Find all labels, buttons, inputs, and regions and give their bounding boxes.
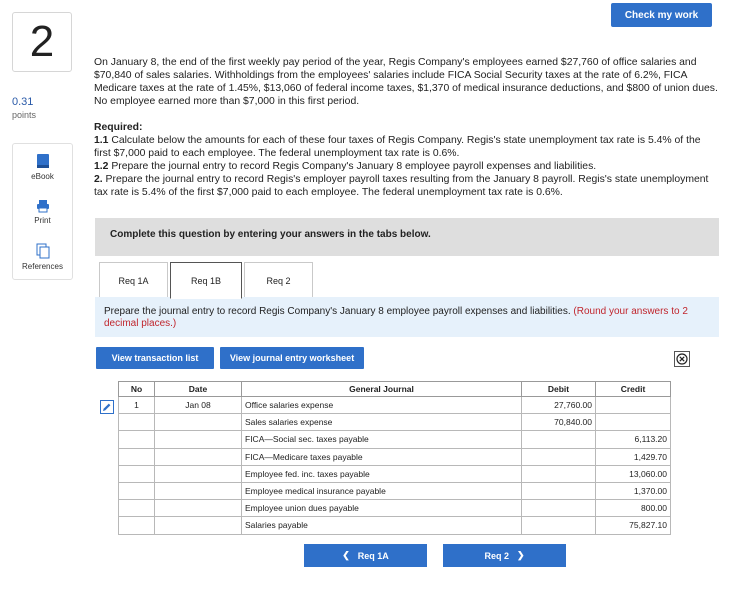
required-section — [94, 121, 719, 199]
row-account: FICA—Medicare taxes payable — [242, 448, 522, 465]
row-debit — [522, 431, 596, 448]
row-debit: 27,760.00 — [522, 397, 596, 414]
row-account: Salaries payable — [242, 517, 522, 534]
rounding-note: (Round your answers to 2 decimal places.) — [104, 306, 688, 329]
points-value: 0.31 — [12, 96, 34, 108]
row-account: Employee fed. inc. taxes payable — [242, 465, 522, 482]
table-row[interactable] — [119, 448, 671, 465]
row-credit: 800.00 — [596, 500, 671, 517]
prev-req-button[interactable] — [304, 544, 427, 567]
prompt-text: Prepare the journal entry to record Regis Company's January 8 employee payroll expenses and liabilities. — [104, 306, 574, 317]
references-icon — [36, 243, 50, 259]
row-account: Employee union dues payable — [242, 500, 522, 517]
tab-req-1b[interactable]: Req 1B — [170, 262, 242, 299]
points-label: points — [12, 110, 37, 120]
question-number: 2 — [12, 12, 72, 72]
row-date — [155, 431, 242, 448]
book-icon — [36, 153, 50, 169]
row-no — [119, 517, 155, 534]
table-row[interactable] — [119, 500, 671, 517]
table-row[interactable] — [119, 482, 671, 499]
row-no — [119, 500, 155, 517]
instruction-box: Complete this question by entering your answers in the tabs below. — [95, 218, 719, 256]
references-label: References — [22, 261, 63, 271]
row-no — [119, 431, 155, 448]
chevron-right-icon: ❯ — [516, 550, 525, 560]
chevron-left-icon: ❮ — [342, 550, 350, 560]
col-credit: Credit — [596, 382, 671, 397]
row-credit — [596, 397, 671, 414]
row-credit — [596, 414, 671, 431]
row-account: Office salaries expense — [242, 397, 522, 414]
required-item-1-2: 1.2 Prepare the journal entry to record Regis Company's January 8 employee payroll expenses and liabilities. — [94, 161, 597, 172]
problem-statement: On January 8, the end of the first weekly pay period of the year, Regis Company's employees earned $27,760 of office salaries and $70,840 of sales salaries. Withholdings from the employees' salaries include FICA Social Security taxes at the rate of 6.2%, FICA Medicare taxes at the rate of 1.45%, $13,060 of federal income taxes, $1,370 of medical insurance deductions, and $800 of union dues. No employee earned more than $7,000 in this first period. — [94, 57, 718, 107]
row-credit: 75,827.10 — [596, 517, 671, 534]
pencil-icon — [102, 402, 112, 412]
references-button[interactable] — [13, 234, 72, 279]
table-row[interactable] — [119, 414, 671, 431]
row-date — [155, 448, 242, 465]
row-account: FICA—Social sec. taxes payable — [242, 431, 522, 448]
row-no — [119, 414, 155, 431]
row-account: Employee medical insurance payable — [242, 482, 522, 499]
row-debit — [522, 448, 596, 465]
ebook-label: eBook — [31, 171, 54, 181]
side-tools-panel — [12, 143, 73, 280]
row-no — [119, 448, 155, 465]
print-button[interactable] — [13, 189, 72, 234]
required-item-1-1: 1.1 Calculate below the amounts for each of these four taxes of Regis Company. Regis's state unemployment tax rate is 5.4% of the first $7,000 paid to each employee. The federal unemployment tax rate is 0.6%. — [94, 135, 701, 159]
view-journal-worksheet-button[interactable]: View journal entry worksheet — [220, 347, 364, 369]
row-debit — [522, 482, 596, 499]
edit-entry-button[interactable] — [100, 400, 114, 414]
tab-req-2[interactable]: Req 2 — [244, 262, 313, 298]
check-my-work-button[interactable]: Check my work — [611, 3, 712, 27]
col-no: No — [119, 382, 155, 397]
col-account: General Journal — [242, 382, 522, 397]
table-header-row — [119, 382, 671, 397]
col-debit: Debit — [522, 382, 596, 397]
table-row[interactable] — [119, 431, 671, 448]
required-item-2: 2. Prepare the journal entry to record Regis's employer payroll taxes resulting from the January 8 payroll. Regis's state unemployment tax rate is 5.4% of the first $7,000 paid to each employee. The federal unemployment tax rate is 0.6%. — [94, 174, 709, 198]
row-credit: 6,113.20 — [596, 431, 671, 448]
row-credit: 1,429.70 — [596, 448, 671, 465]
printer-icon — [36, 199, 50, 213]
general-journal-table — [118, 381, 671, 535]
print-label: Print — [34, 215, 51, 225]
row-no: 1 — [119, 397, 155, 414]
req-tabs — [99, 262, 315, 298]
row-date — [155, 500, 242, 517]
row-date — [155, 465, 242, 482]
row-debit — [522, 500, 596, 517]
close-icon[interactable] — [674, 351, 690, 367]
next-req-label: Req 2 — [484, 550, 509, 561]
row-no — [119, 482, 155, 499]
table-row[interactable] — [119, 465, 671, 482]
row-debit: 70,840.00 — [522, 414, 596, 431]
ebook-button[interactable] — [13, 144, 72, 189]
row-no — [119, 465, 155, 482]
view-transaction-list-button[interactable]: View transaction list — [96, 347, 214, 369]
row-debit — [522, 465, 596, 482]
next-req-button[interactable] — [443, 544, 566, 567]
row-credit: 13,060.00 — [596, 465, 671, 482]
row-account: Sales salaries expense — [242, 414, 522, 431]
required-heading: Required: — [94, 122, 143, 133]
col-date: Date — [155, 382, 242, 397]
tab-req-1a[interactable]: Req 1A — [99, 262, 168, 298]
row-credit: 1,370.00 — [596, 482, 671, 499]
row-date: Jan 08 — [155, 397, 242, 414]
row-date — [155, 414, 242, 431]
table-row[interactable] — [119, 397, 671, 414]
row-date — [155, 482, 242, 499]
table-row[interactable] — [119, 517, 671, 534]
row-date — [155, 517, 242, 534]
tab-prompt — [95, 297, 719, 337]
row-debit — [522, 517, 596, 534]
prev-req-label: Req 1A — [357, 550, 389, 561]
